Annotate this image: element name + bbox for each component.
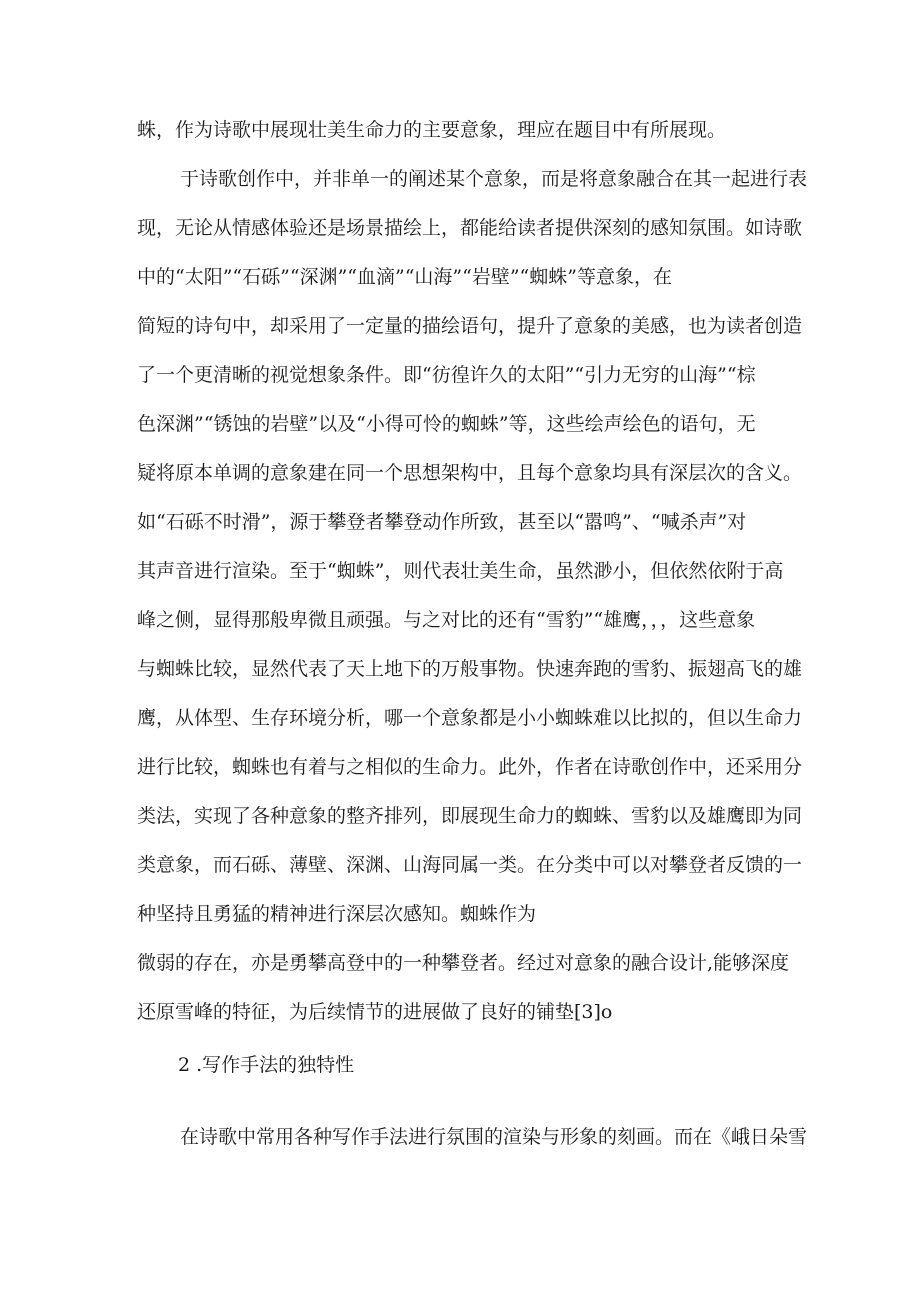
section-heading: 2 .写作手法的独特性: [178, 1054, 355, 1076]
body-line: 类意象，而石砾、薄壁、深渊、山海同属一类。在分类中可以对攀登者反馈的一: [137, 854, 803, 876]
body-line: 微弱的存在，亦是勇攀高登中的一种攀登者。经过对意象的融合设计,能够深度: [137, 952, 790, 974]
body-line: 类法，实现了各种意象的整齐排列，即展现生命力的蜘蛛、雪豹以及雄鹰即为同: [137, 805, 803, 827]
body-line: 中的“太阳”“石砾”“深渊”“血滴”“山海”“岩壁”“蜘蛛”等意象，在: [137, 266, 672, 288]
body-line: 与蜘蛛比较，显然代表了天上地下的万般事物。快速奔跑的雪豹、振翅高飞的雄: [137, 658, 803, 680]
body-line: 如“石砾不时滑”，源于攀登者攀登动作所致，甚至以“嚣鸣”、“喊杀声”对: [137, 511, 747, 533]
body-line: 还原雪峰的特征，为后续情节的进展做了良好的铺垫[3]o: [137, 1001, 613, 1023]
body-line: 简短的诗句中，却采用了一定量的描绘语句，提升了意象的美感，也为读者创造: [137, 315, 803, 337]
body-line: 种坚持且勇猛的精神进行深层次感知。蜘蛛作为: [137, 903, 537, 925]
paragraph-first-line: 在诗歌中常用各种写作手法进行氛围的渲染与形象的刻画。而在《峨日朵雪: [180, 1126, 808, 1148]
body-line: 疑将原本单调的意象建在同一个思想架构中，且每个意象均具有深层次的含义。: [137, 462, 803, 484]
body-line: 了一个更清晰的视觉想象条件。即“彷徨许久的太阳”“引力无穷的山海”“棕: [137, 364, 756, 386]
body-line: 蛛，作为诗歌中展现壮美生命力的主要意象，理应在题目中有所展现。: [137, 119, 727, 141]
body-line: 其声音进行渲染。至于“蜘蛛”，则代表壮美生命，虽然渺小，但依然依附于高: [137, 560, 784, 582]
body-line: 峰之侧，显得那般卑微且顽强。与之对比的还有“雪豹”“雄鹰，，，这些意象: [137, 609, 756, 631]
body-line: 现，无论从情感体验还是场景描绘上，都能给读者提供深刻的感知氛围。如诗歌: [137, 217, 803, 239]
body-line: 色深渊”“锈蚀的岩壁”以及“小得可怜的蜘蛛”等，这些绘声绘色的语句，无: [137, 413, 756, 435]
body-line: 鹰，从体型、生存环境分析，哪一个意象都是小小蜘蛛难以比拟的，但以生命力: [137, 707, 803, 729]
body-line: 进行比较，蜘蛛也有着与之相似的生命力。此外，作者在诗歌创作中，还采用分: [137, 756, 803, 778]
paragraph-first-line: 于诗歌创作中，并非单一的阐述某个意象，而是将意象融合在其一起进行表: [180, 168, 808, 190]
